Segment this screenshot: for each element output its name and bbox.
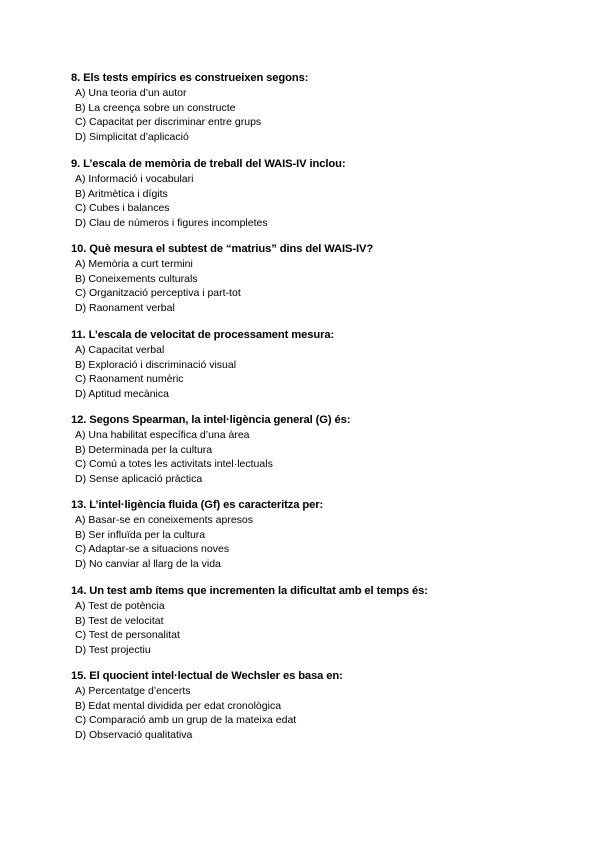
- option-c: C) Comú a totes les activitats intel·lectuals: [75, 458, 273, 471]
- option-c: C) Cubes i balances: [75, 202, 170, 215]
- question-14: [71, 584, 551, 657]
- option-a: A) Una teoria d’un autor: [75, 87, 187, 99]
- option-b: B) Coneixements culturals: [75, 272, 198, 285]
- question-title: 9. L’escala de memòria de treball del WAIS-IV inclou:: [71, 158, 346, 170]
- question-15: [71, 669, 551, 742]
- question-8: [71, 71, 551, 144]
- question-10: [71, 242, 551, 315]
- question-title: 12. Segons Spearman, la intel·ligència general (G) és:: [71, 414, 351, 426]
- options-list: [71, 86, 551, 144]
- options-list: [71, 343, 551, 401]
- option-a: A) Informació i vocabulari: [75, 173, 194, 185]
- option-d: D) Observació qualitativa: [75, 728, 193, 741]
- question-title: 14. Un test amb ítems que incrementen la dificultat amb el temps és:: [71, 585, 428, 597]
- option-b: B) La creença sobre un constructe: [75, 101, 236, 114]
- options-list: [71, 599, 551, 657]
- option-c: C) Comparació amb un grup de la mateixa edat: [75, 714, 297, 727]
- question-13: [71, 498, 551, 571]
- question-title: 10. Què mesura el subtest de “matrius” dins del WAIS-IV?: [71, 243, 374, 255]
- option-b: B) Test de velocitat: [75, 614, 164, 627]
- question-title: 13. L’intel·ligència fluida (Gf) es caracteritza per:: [71, 499, 324, 511]
- options-list: [71, 684, 551, 742]
- option-b: B) Aritmètica i dígits: [75, 187, 168, 200]
- options-list: [71, 428, 551, 486]
- option-d: D) Simplicitat d’aplicació: [75, 130, 189, 143]
- option-c: C) Adaptar-se a situacions noves: [75, 543, 230, 556]
- option-a: A) Memòria a curt termini: [75, 258, 193, 270]
- question-title: 11. L’escala de velocitat de processament mesura:: [71, 329, 335, 341]
- option-a: A) Una habilitat específica d’una àrea: [75, 429, 250, 441]
- option-b: B) Determinada per la cultura: [75, 443, 213, 456]
- question-11: [71, 328, 551, 401]
- option-d: D) No canviar al llarg de la vida: [75, 557, 221, 570]
- option-b: B) Edat mental dividida per edat cronològica: [75, 699, 282, 712]
- option-a: A) Percentatge d’encerts: [75, 685, 191, 697]
- option-d: D) Raonament verbal: [75, 301, 175, 314]
- question-12: [71, 413, 551, 486]
- options-list: [71, 257, 551, 315]
- option-b: B) Ser influïda per la cultura: [75, 528, 206, 541]
- option-c: C) Organització perceptiva i part-tot: [75, 287, 241, 300]
- option-b: B) Exploració i discriminació visual: [75, 358, 237, 371]
- option-c: C) Test de personalitat: [75, 629, 180, 642]
- question-9: [71, 157, 551, 230]
- option-c: C) Capacitat per discriminar entre grups: [75, 116, 262, 129]
- option-c: C) Raonament numèric: [75, 373, 184, 386]
- option-a: A) Basar-se en coneixements apresos: [75, 514, 254, 526]
- option-d: D) Test projectiu: [75, 643, 151, 656]
- question-title: 8. Els tests empírics es construeixen segons:: [71, 72, 309, 84]
- option-d: D) Sense aplicació pràctica: [75, 472, 203, 485]
- option-d: D) Clau de números i figures incompletes: [75, 216, 268, 229]
- option-d: D) Aptitud mecànica: [75, 387, 169, 400]
- option-a: A) Capacitat verbal: [75, 344, 165, 356]
- options-list: [71, 172, 551, 230]
- options-list: [71, 513, 551, 571]
- option-a: A) Test de potència: [75, 600, 165, 612]
- question-title: 15. El quocient intel·lectual de Wechsler es basa en:: [71, 670, 343, 682]
